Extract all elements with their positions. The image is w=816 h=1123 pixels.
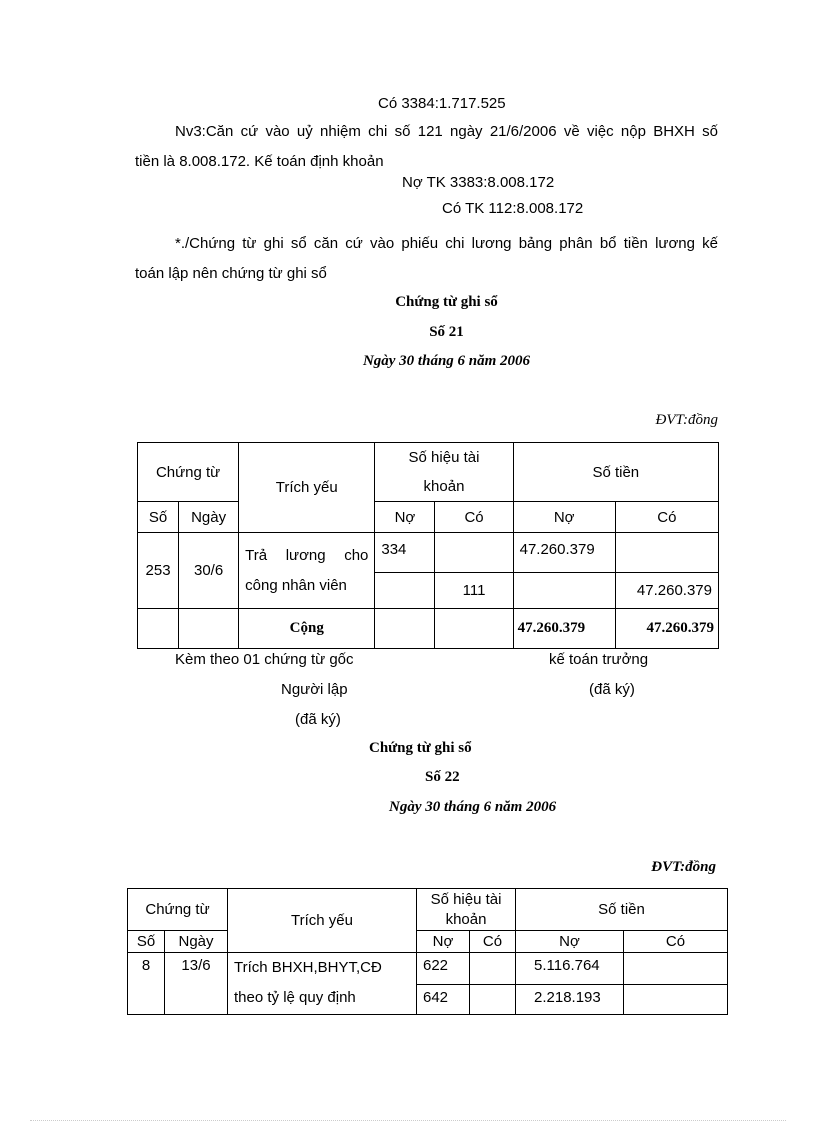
row-so: 253	[138, 533, 179, 609]
note-line-1: *./Chứng từ ghi sổ căn cứ vào phiếu chi lương bảng phân bổ tiền lương kế	[175, 235, 718, 252]
total-tien-co: 47.260.379	[615, 609, 718, 649]
row2-tien-no-empty	[513, 573, 615, 609]
note-paragraph	[135, 229, 718, 289]
v22-header-so-hieu-line1: Số hiệu tài	[430, 890, 502, 908]
header-tk-co: Có	[435, 502, 513, 533]
voucher21-number: Số 21	[429, 324, 464, 340]
voucher22-table	[127, 888, 728, 1015]
row2-tien-co: 47.260.379	[615, 573, 718, 609]
header-tk-no: Nợ	[375, 502, 435, 533]
v22-row-tk-co-2-empty	[470, 985, 516, 1015]
v22-row-ngay: 13/6	[165, 953, 228, 1015]
page-bottom-rule	[30, 1120, 786, 1121]
total-label: Cộng	[239, 609, 375, 649]
v22-header-so-hieu-line2: khoản	[445, 910, 487, 928]
header-tien-no: Nợ	[513, 502, 615, 533]
v22-row-so: 8	[128, 953, 165, 1015]
table-row	[128, 953, 728, 985]
header-so-hieu	[375, 443, 513, 502]
total-tien-no: 47.260.379	[513, 609, 615, 649]
voucher21-title: Chứng từ ghi sổ	[395, 294, 498, 310]
header-so-hieu-line2: khoản	[423, 478, 465, 495]
v22-header-so-hieu	[417, 889, 516, 931]
v22-row-trich-yeu-line1: Trích BHXH,BHYT,CĐ	[234, 959, 382, 976]
header-so: Số	[138, 502, 179, 533]
v22-header-so: Số	[128, 931, 165, 953]
preparer-label: Người lập	[281, 681, 348, 698]
voucher22-number: Số 22	[425, 769, 460, 785]
credit-account-line: Có TK 112:8.008.172	[442, 200, 584, 217]
row2-tk-no-empty	[375, 573, 435, 609]
v22-header-tien-no: Nợ	[516, 931, 624, 953]
row-tk-co-empty	[435, 533, 513, 573]
header-chung-tu: Chứng từ	[138, 443, 239, 502]
header-ngay: Ngày	[179, 502, 239, 533]
header-tien-co: Có	[615, 502, 718, 533]
voucher21-date: Ngày 30 tháng 6 năm 2006	[362, 353, 531, 369]
v22-header-trich-yeu: Trích yếu	[228, 889, 417, 953]
preparer-signed: (đã ký)	[295, 711, 341, 728]
header-trich-yeu: Trích yếu	[239, 443, 375, 533]
row-ngay: 30/6	[179, 533, 239, 609]
v22-header-tk-no: Nợ	[417, 931, 470, 953]
total-so-empty	[138, 609, 179, 649]
row-trich-yeu-line2: công nhân viên	[245, 576, 347, 594]
voucher22-unit: ĐVT:đồng	[651, 859, 716, 875]
row-tien-co-empty	[615, 533, 718, 573]
header-so-tien: Số tiền	[513, 443, 718, 502]
v22-row-trich-yeu	[228, 953, 417, 1015]
v22-header-tien-co: Có	[624, 931, 728, 953]
voucher22-date: Ngày 30 tháng 6 năm 2006	[389, 799, 557, 815]
voucher21-unit: ĐVT:đồng	[655, 412, 718, 428]
v22-header-tk-co: Có	[470, 931, 516, 953]
intro-credit-line: Có 3384:1.717.525	[378, 95, 506, 112]
voucher22-title: Chứng từ ghi sổ	[369, 740, 472, 756]
v22-row-tien-no-2: 2.218.193	[516, 985, 624, 1015]
v22-row-tk-co-1-empty	[470, 953, 516, 985]
row2-tk-co: 111	[435, 573, 513, 609]
v22-header-chung-tu: Chứng từ	[128, 889, 228, 931]
v22-row-tien-co-2-empty	[624, 985, 728, 1015]
voucher21-table	[137, 442, 719, 649]
nv3-line-2: tiền là 8.008.172. Kế toán định khoản	[135, 153, 384, 170]
chief-accountant-label: kế toán trưởng	[549, 651, 649, 668]
nv3-paragraph	[135, 117, 718, 177]
v22-row-tien-no-1: 5.116.764	[516, 953, 624, 985]
total-ngay-empty	[179, 609, 239, 649]
v22-row-tk-no-1: 622	[417, 953, 470, 985]
header-so-hieu-line1: Số hiệu tài	[408, 449, 480, 466]
total-tk-no-empty	[375, 609, 435, 649]
row-tien-no: 47.260.379	[513, 533, 615, 573]
total-tk-co-empty	[435, 609, 513, 649]
attachment-note: Kèm theo 01 chứng từ gốc	[175, 651, 354, 668]
v22-header-so-tien: Số tiền	[516, 889, 728, 931]
v22-row-tk-no-2: 642	[417, 985, 470, 1015]
nv3-line-1: Nv3:Căn cứ vào uỷ nhiệm chi số 121 ngày 21/6/2006 về việc nộp BHXH số	[175, 123, 718, 140]
row-tk-no: 334	[375, 533, 435, 573]
v22-row-trich-yeu-line2: theo tỷ lệ quy định	[234, 989, 356, 1006]
row-trich-yeu	[239, 533, 375, 609]
table-row	[138, 533, 719, 573]
note-line-2: toán lập nên chứng từ ghi sổ	[135, 265, 327, 282]
debit-account-line: Nợ TK 3383:8.008.172	[402, 174, 555, 191]
chief-accountant-signed: (đã ký)	[589, 681, 635, 698]
v22-header-ngay: Ngày	[165, 931, 228, 953]
v22-row-tien-co-1-empty	[624, 953, 728, 985]
total-row	[138, 609, 719, 649]
row-trich-yeu-line1: Trả lương cho	[245, 546, 369, 564]
